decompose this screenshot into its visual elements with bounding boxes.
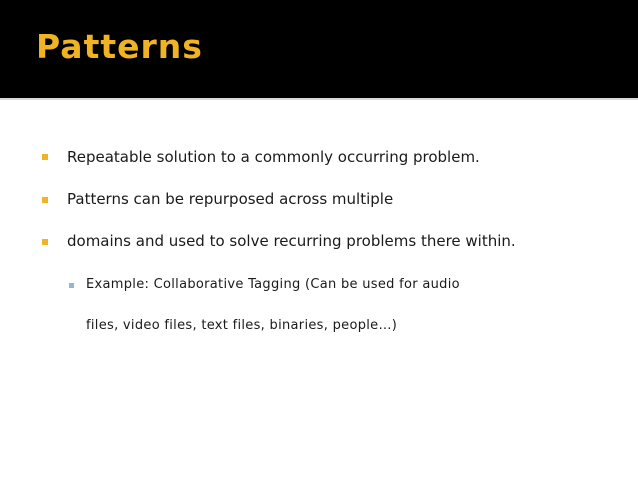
bullet-text: Patterns can be repurposed across multiple [67,190,394,208]
bullet-square-icon [42,239,48,245]
bullet-square-icon [42,154,48,160]
bullet-text: domains and used to solve recurring problems there within. [67,232,516,250]
sub-bullet-text-line2: files, video files, text files, binaries, people…) [86,318,398,333]
bullet-text: Repeatable solution to a commonly occurring problem. [67,148,480,166]
slide-title: Patterns [36,27,203,66]
sub-bullet-square-icon [69,283,74,288]
bullet-square-icon [42,197,48,203]
sub-bullet-text-line1: Example: Collaborative Tagging (Can be used for audio [86,277,460,292]
